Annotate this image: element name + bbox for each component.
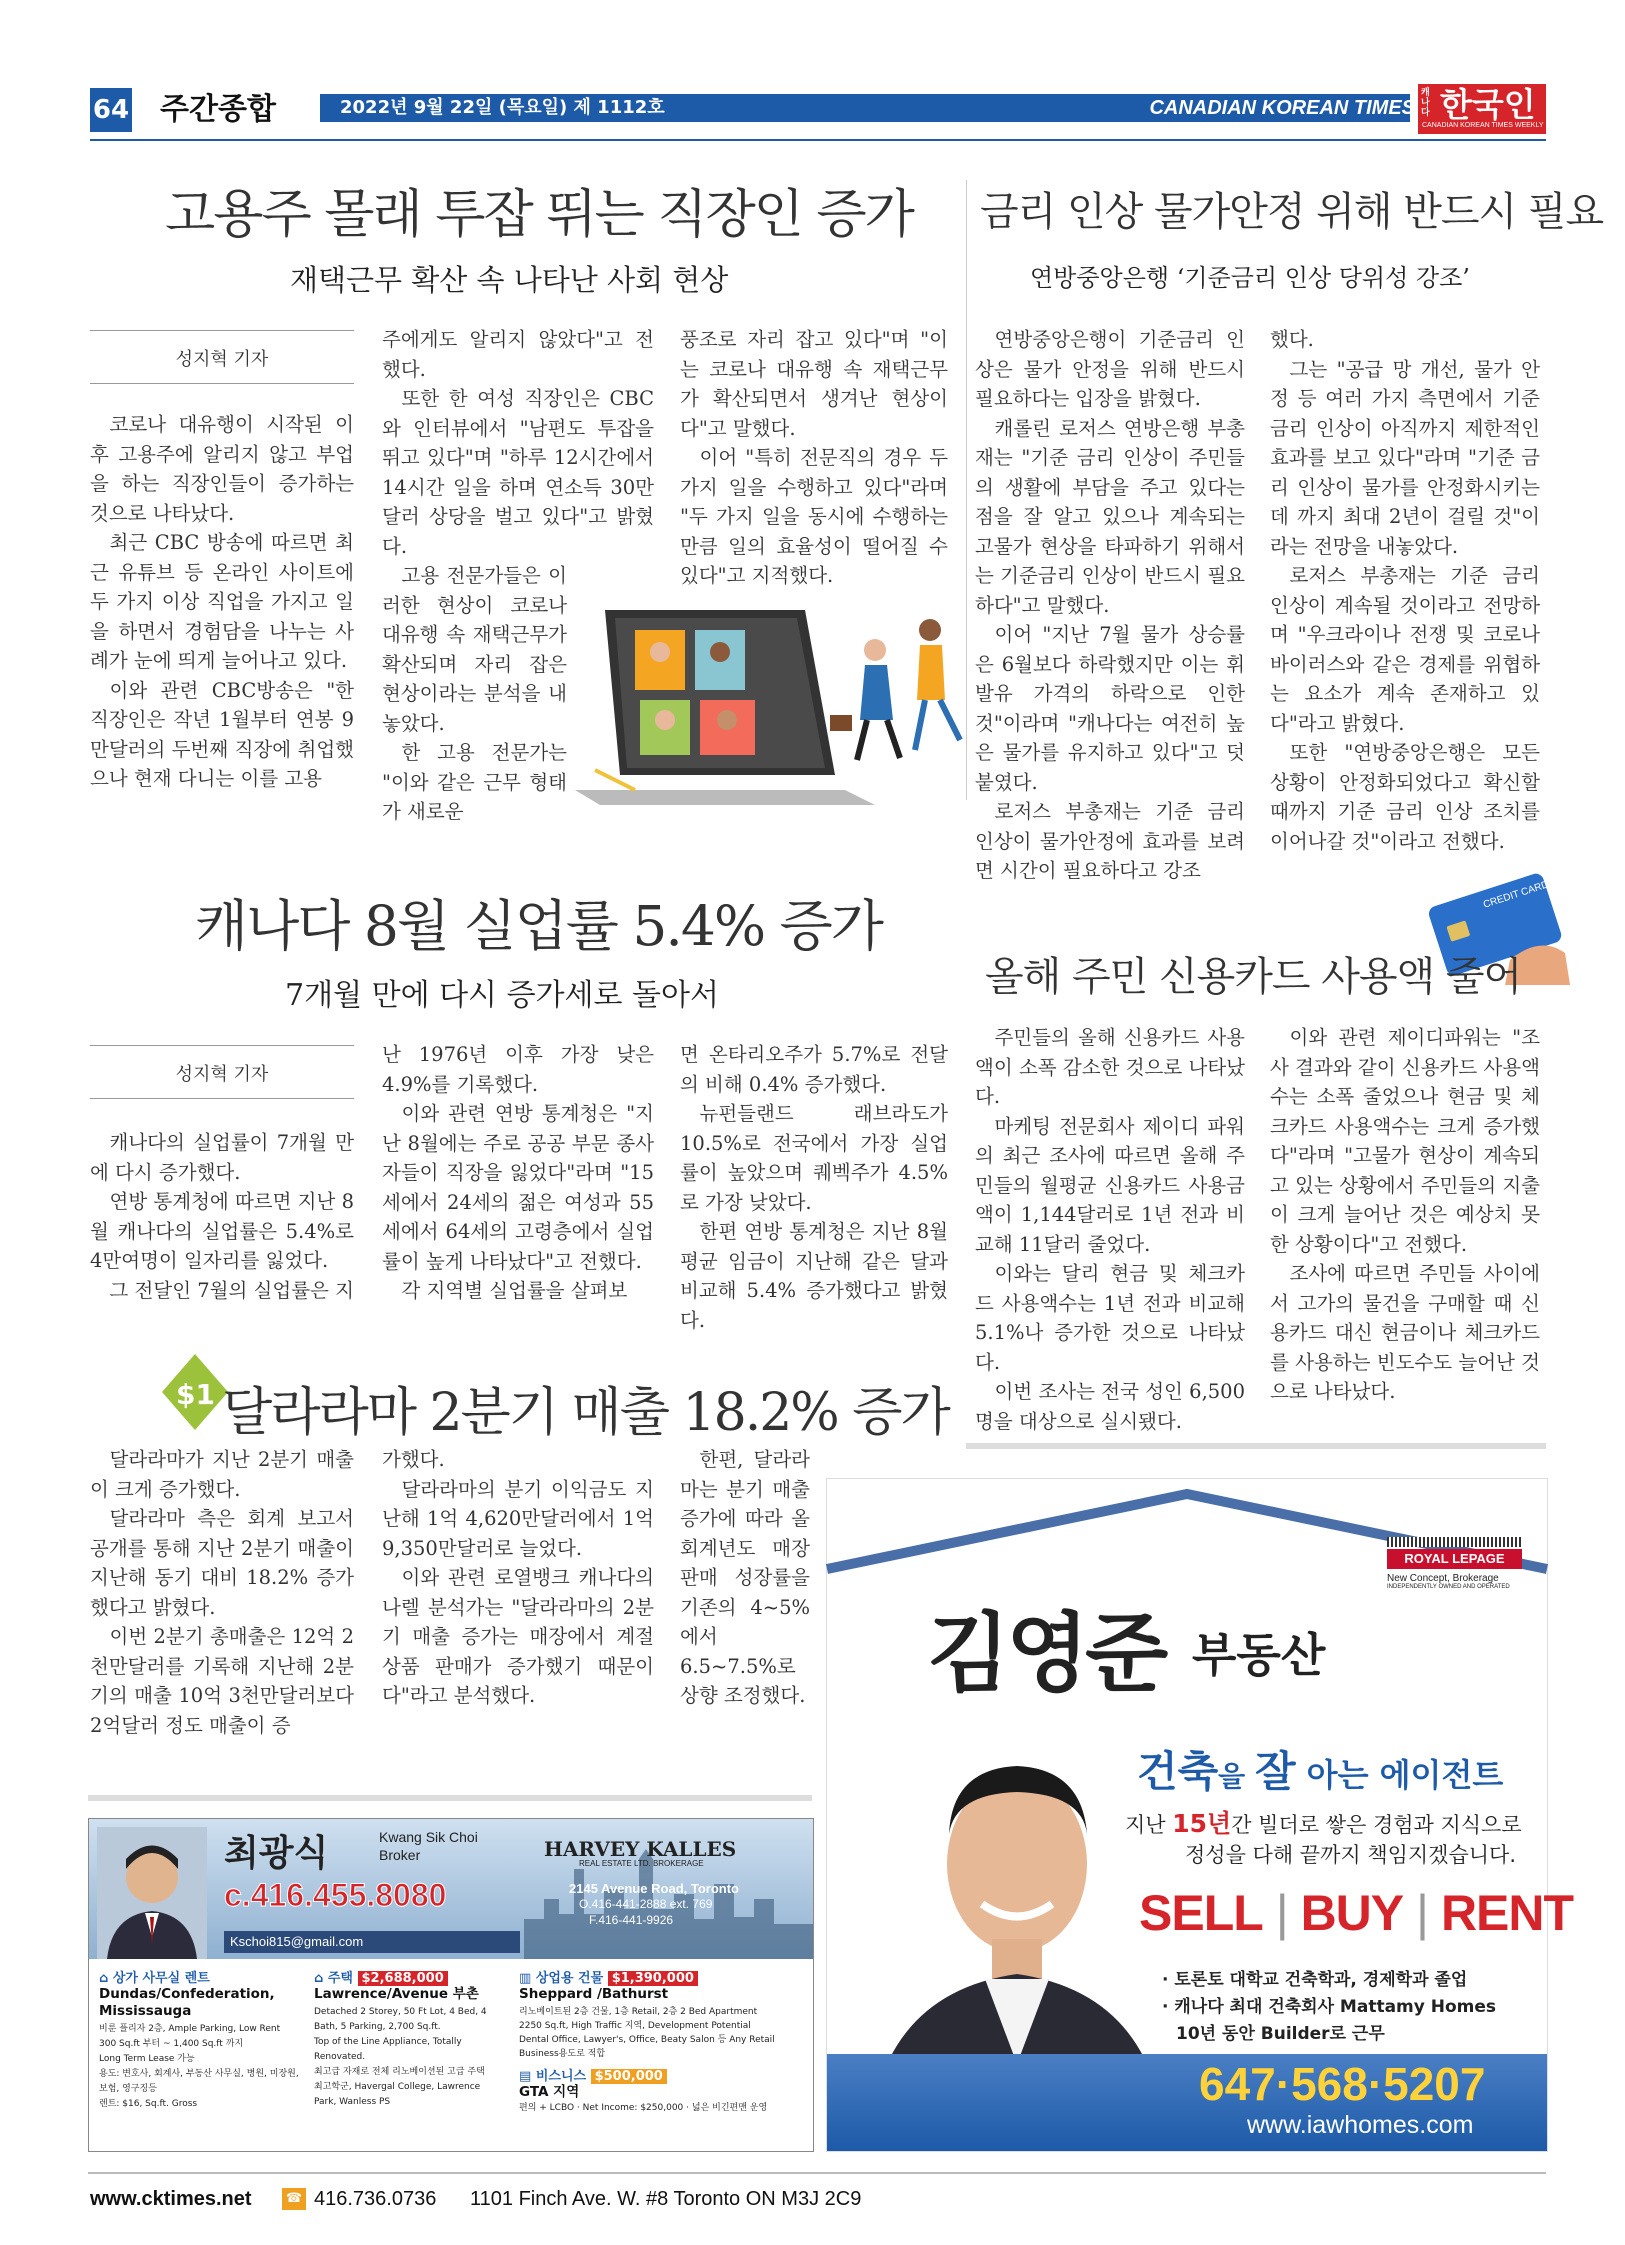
- listing-detail: 최고급 자재로 전체 리노베이션된 고급 주택: [314, 2067, 485, 2077]
- sell-label: SELL: [1139, 1885, 1263, 1941]
- bullet-item: 10년 동안 Builder로 근무: [1176, 2024, 1385, 2044]
- issue-date: 2022년 9월 22일 (목요일) 제 1112호: [340, 97, 665, 118]
- brokerage-address: 2145 Avenue Road, Toronto: [569, 1881, 739, 1896]
- buy-label: BUY: [1300, 1885, 1404, 1941]
- article4-headline: 올해 주민 신용카드 사용액 줄어: [985, 954, 1522, 1000]
- listing-detail: Detached 2 Storey, 50 Ft Lot, 4 Bed, 4 Bath, 5 Parking, 2,700 Sq.ft.: [314, 2007, 487, 2032]
- paragraph: 한편 연방 통계청은 지난 8월 평균 임금이 지난해 같은 달과 비교해 5.4% 증가했다고 밝혔다.: [680, 1220, 948, 1332]
- listing-type: 주택: [327, 1971, 353, 1986]
- brokerage-sub: REAL ESTATE LTD. BROKERAGE: [579, 1859, 704, 1868]
- listing-detail: 최고학군, Havergal College, Lawrence Park, Wanless PS: [314, 2082, 481, 2107]
- footer-website[interactable]: www.cktimes.net: [90, 2188, 252, 2210]
- agent-desc-1: [1125, 1804, 1522, 1840]
- listing-location: Sheppard /Bathurst: [519, 1986, 669, 2002]
- brokerage-name: HARVEY KALLES: [544, 1837, 737, 1861]
- paragraph: 최근 CBC 방송에 따르면 최근 유튜브 등 온라인 사이트에 두 가지 이상 직업을 가지고 일을 하면서 경험담을 나누는 사례가 눈에 띄게 늘어나고 있다.: [90, 531, 354, 672]
- agent-bullets: [1162, 1967, 1496, 2048]
- listing-detail: 용도: 변호사, 회계사, 부동산 사무실, 병원, 미장원, 보험, 영구징등: [99, 2069, 299, 2094]
- ad-kim: [826, 1478, 1574, 2152]
- article2-col1: [975, 325, 1245, 886]
- article4-col1: [975, 1023, 1245, 1436]
- listing: ▥ 상업용 건물 $1,390,000 Sheppard /Bathurst 리노베이트된 2층 건물, 1층 Retail, 2층 2 Bed Apartment 2250 Sq.ft, High Traffic 지역, Development Potential Dental Office, Lawyer's, Office, Beaty Salon 등 Any Retail Business용도로 적합 ▤ 비스니스 $500,000 GTA 지역 편의 + LCBO · Net Income: $250,000 · 넓은 비긴편맨 운영: [519, 1967, 804, 2115]
- agent-phone[interactable]: 647·568·5207: [1199, 2058, 1486, 2110]
- listing-detail: 편의 + LCBO: [519, 2103, 575, 2113]
- paragraph: 마케팅 전문회사 제이디 파워의 최근 조사에 따르면 올해 주민들의 월평균 신용카드 사용금액이 1,144달러로 1년 전과 비교해 11달러 줄었다.: [975, 1114, 1245, 1256]
- paragraph: 한편, 달라라마는 분기 매출 증가에 따라 올 회계년도 매장 판매 성장률을 기존의 4~5%에서 6.5~7.5%로 상향 조정했다.: [680, 1448, 810, 1707]
- section-divider: [966, 1443, 1546, 1449]
- listing-type: 상업용 건물: [535, 1971, 604, 1986]
- agent-desc-2: 정성을 다해 끝까지 책임지겠습니다.: [1185, 1843, 1516, 1867]
- logo-text: 한국인: [1440, 85, 1536, 124]
- bullet-item: · 캐나다 최대 건축회사 Mattamy Homes: [1162, 1997, 1497, 2017]
- logo-subtext: CANADIAN KOREAN TIMES WEEKLY: [1422, 122, 1544, 129]
- store-icon: ▤: [519, 2069, 532, 2084]
- paragraph: 로저스 부총재는 기준 금리 인상이 물가안정에 효과를 보려면 시간이 필요하다고 강조: [975, 800, 1245, 882]
- paragraph: 가했다.: [382, 1448, 445, 1471]
- paragraph: 이와 관련 로열뱅크 캐나다의 나렐 분석가는 "달라라마의 2분기 매출 증가는 매장에서 계절 상품 판매가 증가했기 때문이다"라고 분석했다.: [382, 1566, 654, 1707]
- dollar-badge-icon: [160, 1352, 230, 1432]
- house-icon: ⌂: [99, 1971, 109, 1986]
- paragraph: 이어 "지난 7월 물가 상승률은 6월보다 하락했지만 이는 휘발유 가격의 하락으로 인한 것"이라며 "캐나다는 여전히 높은 물가를 유지하고 있다"고 덧붙였다.: [975, 623, 1245, 794]
- paragraph: 이와 관련 연방 통계청은 "지난 8월에는 주로 공공 부문 종사자들이 직장을 잃었다"라며 "15세에서 24세의 젊은 여성과 55세에서 64세의 고령층에서 실업률이 높게 나타났다"고 전했다.: [382, 1102, 654, 1273]
- listing-location: Dundas/Confederation, Mississauga: [99, 1986, 275, 2019]
- paper-name-en: CANADIAN KOREAN TIMES: [1149, 97, 1415, 119]
- paragraph: 이와는 달리 현금 및 체크카드 사용액수는 1년 전과 비교해 5.1%나 증가한 것으로 나타났다.: [975, 1262, 1245, 1374]
- listing-price: $500,000: [591, 2069, 667, 2084]
- paragraph: 달라라마 측은 회계 보고서 공개를 통해 지난 2분기 매출이 지난해 동기 대비 18.2% 증가했다고 밝혔다.: [90, 1507, 354, 1619]
- agent-photo: [97, 1827, 207, 1959]
- paragraph: 이번 조사는 전국 성인 6,500명을 대상으로 실시됐다.: [975, 1380, 1245, 1433]
- article3-col1: [90, 1128, 354, 1305]
- paragraph: 조사에 따르면 주민들 사이에서 고가의 물건을 구매할 때 신용카드 대신 현금이나 체크카드를 사용하는 빈도수도 늘어난 것으로 나타났다.: [1270, 1262, 1540, 1403]
- footer-address: 1101 Finch Ave. W. #8 Toronto ON M3J 2C9: [470, 2188, 862, 2210]
- article1-col3: [680, 325, 948, 591]
- rent-label: RENT: [1440, 1885, 1574, 1941]
- tagline-part: 잘: [1254, 1747, 1296, 1796]
- paragraph: 그 전달인 7월의 실업률은 지: [109, 1278, 354, 1302]
- footer-phone: 416.736.0736: [314, 2188, 437, 2210]
- paragraph: 각 지역별 실업률을 살펴보: [401, 1279, 628, 1302]
- listing-type: 상가 사무실 렌트: [112, 1971, 210, 1986]
- article5-col2: [382, 1445, 654, 1711]
- paragraph: 풍조로 자리 잡고 있다"며 "이는 코로나 대유행 속 재택근무가 확산되면서 생겨난 현상이다"고 말했다.: [680, 328, 948, 440]
- paragraph: 주민들의 올해 신용카드 사용액이 소폭 감소한 것으로 나타났다.: [975, 1026, 1245, 1108]
- article3-col2: [382, 1040, 654, 1306]
- paragraph: 캐나다의 실업률이 7개월 만에 다시 증가했다.: [90, 1131, 354, 1184]
- article2-subheadline: 연방중앙은행 ‘기준금리 인상 당위성 강조’: [1030, 264, 1470, 292]
- logo-side-text: 캐나다: [1421, 88, 1430, 118]
- royal-lepage-logo: [1387, 1537, 1522, 1590]
- article5-col3: [680, 1445, 810, 1711]
- paragraph: 이어 "특히 전문직의 경우 두 가지 일을 수행하고 있다"라며 "두 가지 일을 동시에 수행하는 만큼 일의 효율성이 떨어질 수 있다"고 지적했다.: [680, 446, 948, 587]
- paragraph: 달라라마가 지난 2분기 매출이 크게 증가했다.: [90, 1448, 354, 1501]
- desc-part: 간 빌더로 쌓은 경험과 지식으로: [1231, 1813, 1522, 1837]
- paragraph: 뉴펀들랜드 래브라도가 10.5%로 전국에서 가장 실업률이 높았으며 퀘벡주가 4.5%로 가장 낮았다.: [680, 1102, 948, 1214]
- paragraph: 그는 "공급 망 개선, 물가 안정 등 여러 가지 측면에서 기준 금리 인상이 아직까지 제한적인 효과를 보고 있다"라며 "기준 금리 인상이 물가를 안정화시키는 데 까지 최대 2년이 걸릴 것"이라는 전망을 내놓았다.: [1270, 357, 1540, 558]
- agent-name: 김영준: [927, 1604, 1165, 1704]
- listing-detail: 300 Sq.ft 부터 ~ 1,400 Sq.ft 까지: [99, 2039, 244, 2049]
- article1-subheadline: 재택근무 확산 속 나타난 사회 현상: [290, 263, 729, 297]
- listing-detail: 리노베이트된 2층 건물, 1층 Retail, 2층 2 Bed Apartment: [519, 2007, 758, 2017]
- article1-byline: 성지혁 기자: [90, 330, 354, 384]
- listing: [314, 1967, 504, 2110]
- desc-highlight: 15년: [1172, 1809, 1232, 1838]
- desc-part: 지난: [1125, 1813, 1173, 1837]
- paragraph: 달라라마의 분기 이익금도 지난해 1억 4,620만달러에서 1억 9,350만달러로 늘었다.: [382, 1477, 654, 1560]
- paragraph: 또한 한 여성 직장인은 CBC와 인터뷰에서 "남편도 투잡을 뛰고 있다"며 "하루 12시간에서 14시간 일을 하며 연소득 30만달러 상당을 벌고 있다"고 밝혔다.: [382, 387, 654, 558]
- agent-email[interactable]: Kschoi815@gmail.com: [224, 1931, 520, 1953]
- listing-detail: 렌트: $16, Sq.ft. Gross: [99, 2099, 198, 2109]
- listing-detail: 비룬 플리자 2층, Ample Parking, Low Rent: [99, 2024, 281, 2034]
- article1-col1: [90, 410, 354, 794]
- article3-col3: [680, 1040, 948, 1335]
- article5-col1: [90, 1445, 354, 1740]
- paragraph: 코로나 대유행이 시작된 이후 고용주에 알리지 않고 부업을 하는 직장인들이 증가하는 것으로 나타났다.: [90, 413, 354, 525]
- paper-logo: [1418, 84, 1546, 134]
- paragraph: 고용 전문가들은 이러한 현상이 코로나 대유행 속 재택근무가 확산되며 자리 잡은 현상이라는 분석을 내놓았다.: [382, 564, 567, 735]
- paragraph: 이와 관련 제이디파워는 "조사 결과와 같이 신용카드 사용액수는 소폭 줄었으나 현금 및 체크카드 사용액수는 크게 증가했다"라며 "고물가 현상이 계속되고 있는 상황에서 주민들의 지출이 크게 늘어난 것은 예상치 못한 상황이다"고 전했다.: [1270, 1026, 1540, 1256]
- article2-col2: [1270, 325, 1540, 856]
- listing-detail: 2250 Sq.ft, High Traffic 지역, Development Potential: [519, 2021, 751, 2031]
- listing-type: 비스니스: [535, 2069, 587, 2084]
- paragraph: 주에게도 알리지 않았다"고 전했다.: [382, 328, 654, 381]
- house-icon: ⌂: [314, 1971, 324, 1986]
- article5-headline: 달라라마 2분기 매출 18.2% 증가: [222, 1383, 949, 1443]
- paragraph: 면 온타리오주가 5.7%로 전달의 비해 0.4% 증가했다.: [680, 1043, 948, 1096]
- brand-sub: New Concept, Brokerage: [1387, 1573, 1499, 1584]
- sell-buy-rent: SELL | BUY | RENT: [1139, 1885, 1574, 1941]
- phone-icon: ☎: [282, 2188, 306, 2210]
- brand-sub2: INDEPENDENTLY OWNED AND OPERATED: [1387, 1584, 1510, 1590]
- listing-location: GTA 지역: [519, 2084, 580, 2100]
- paragraph: 했다.: [1270, 328, 1314, 351]
- agent-website[interactable]: www.iawhomes.com: [1247, 2111, 1474, 2139]
- tagline-part: 건축: [1137, 1747, 1219, 1796]
- ad-choi: [88, 1818, 814, 2152]
- listing-location: Lawrence/Avenue 부촌: [314, 1986, 479, 2002]
- paragraph: 연방중앙은행이 기준금리 인상은 물가 안정을 위해 반드시 필요하다는 입장을 밝혔다.: [975, 328, 1245, 410]
- listing-price: $2,688,000: [358, 1971, 448, 1986]
- brokerage-phone: O.416-441-2888 ext. 769: [579, 1897, 713, 1911]
- tagline-part: 아는 에이전트: [1295, 1756, 1504, 1794]
- paragraph: 로저스 부총재는 기준 금리 인상이 계속될 것이라고 전망하며 "우크라이나 전쟁 및 코로나 바이러스와 같은 경제를 위협하는 요소가 계속 존재하고 있다"라고 밝혔다.: [1270, 564, 1540, 735]
- listing-detail: Long Term Lease 가능: [99, 2054, 195, 2064]
- section-divider: [88, 1795, 812, 1801]
- footer-rule: [88, 2172, 1546, 2174]
- article1-headline: 고용주 몰래 투잡 뛰는 직장인 증가: [165, 185, 913, 245]
- listing-detail: 넓은 비긴편맨 운영: [691, 2103, 768, 2113]
- article3-byline: 성지혁 기자: [90, 1045, 354, 1099]
- paragraph: 난 1976년 이후 가장 낮은 4.9%를 기록했다.: [382, 1043, 654, 1096]
- header-rule: [90, 139, 1546, 141]
- listing-price: $1,390,000: [608, 1971, 698, 1986]
- agent-name-ko: 최광식: [224, 1833, 329, 1874]
- building-icon: ▥: [519, 1971, 532, 1986]
- listing-detail: Dental Office, Lawyer's, Office, Beaty Salon 등 Any Retail Business용도로 적합: [519, 2035, 775, 2059]
- tagline: [1137, 1739, 1503, 1799]
- agent-name-suffix: 부동산: [1192, 1628, 1326, 1682]
- badge-text: $1: [176, 1378, 215, 1411]
- paragraph: 한 고용 전문가는 "이와 같은 근무 형태가 새로운: [382, 741, 567, 823]
- paragraph: 또한 "연방중앙은행은 모든 상황이 안정화되었다고 확신할 때까지 기준 금리 인상 조치를 이어나갈 것"이라고 전했다.: [1270, 741, 1540, 853]
- tagline-part: 을: [1218, 1760, 1255, 1793]
- brokerage-fax: F.416-441-9926: [589, 1913, 674, 1927]
- agent-phone[interactable]: c.416.455.8080: [224, 1877, 447, 1913]
- listing-detail: Top of the Line Appliance, Totally Renovated.: [314, 2037, 462, 2062]
- card-label: CREDIT CARD: [1481, 879, 1551, 911]
- agent-title: Broker: [379, 1847, 421, 1863]
- listing-detail: Net Income: $250,000: [582, 2103, 684, 2113]
- article4-col2: [1270, 1023, 1540, 1407]
- remote-work-illustration: [575, 590, 975, 820]
- listing: [99, 1967, 299, 2112]
- page-number: 64: [90, 88, 132, 132]
- paragraph: 이번 2분기 총매출은 12억 2천만달러를 기록해 지난해 2분기의 매출 10억 3천만달러보다 2억달러 정도 매출이 증: [90, 1625, 354, 1737]
- agent-name-en: Kwang Sik Choi: [379, 1829, 478, 1845]
- article3-headline: 캐나다 8월 실업률 5.4% 증가: [195, 894, 882, 958]
- brand-name: ROYAL LEPAGE: [1387, 1549, 1522, 1569]
- paragraph: 이와 관련 CBC방송은 "한 직장인은 작년 1월부터 연봉 9만달러의 두번째 직장에 취업했으나 현재 다니는 이를 고용: [90, 678, 354, 790]
- article3-subheadline: 7개월 만에 다시 증가세로 돌아서: [285, 978, 719, 1013]
- column-divider: [966, 180, 967, 800]
- paragraph: 캐롤린 로저스 연방은행 부총재는 "기준 금리 인상이 주민들의 생활에 부담을 주고 있다는 점을 잘 알고 있으나 계속되는 고물가 현상을 타파하기 위해서는 기준금리 인상이 반드시 필요하다"고 말했다.: [975, 416, 1245, 617]
- paragraph: 연방 통계청에 따르면 지난 8월 캐나다의 실업률은 5.4%로 4만여명이 일자리를 잃었다.: [90, 1190, 354, 1272]
- section-title: 주간종합: [160, 92, 276, 127]
- bullet-item: · 토론토 대학교 건축학과, 경제학과 졸업: [1162, 1970, 1468, 1990]
- article2-headline: 금리 인상 물가안정 위해 반드시 필요: [980, 189, 1604, 235]
